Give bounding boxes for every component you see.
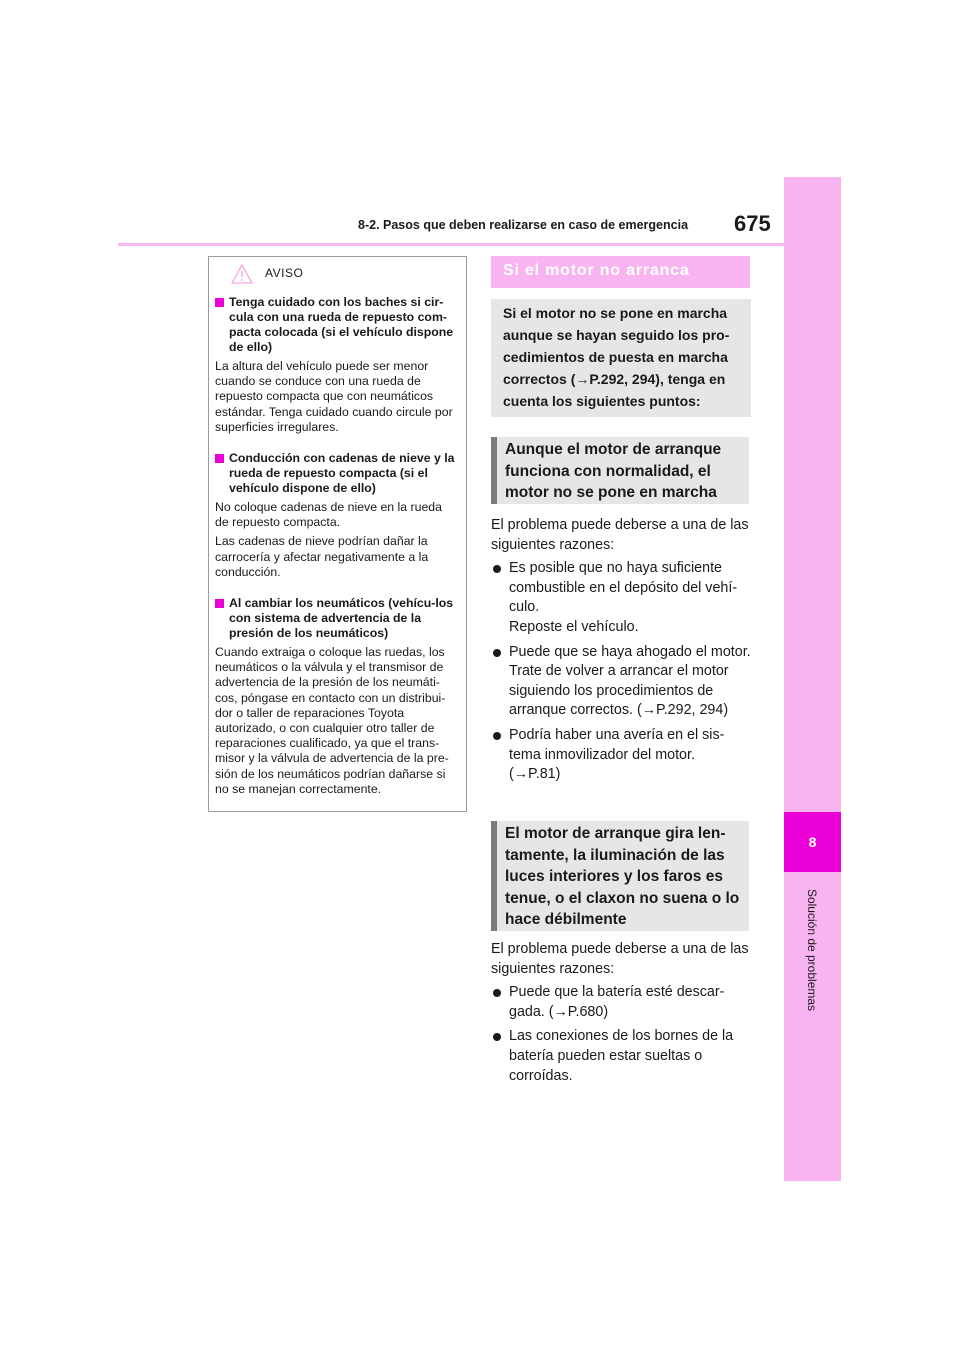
list-item: Podría haber una avería en el sis-tema inmovilizador del motor. (→P.81)	[491, 726, 753, 785]
square-bullet-icon	[215, 599, 224, 608]
intro-box	[491, 299, 751, 417]
section-body	[491, 940, 753, 1091]
chapter-number: 8	[784, 812, 841, 872]
bullet-dot-icon	[493, 1033, 501, 1041]
warning-paragraph: No coloque cadenas de nieve en la rueda de repuesto compacta.	[215, 500, 442, 530]
chapter-side-tab	[784, 177, 841, 1181]
warning-box	[208, 256, 467, 812]
bullet-dot-icon	[493, 732, 501, 740]
section-title: 8-2. Pasos que deben realizarse en caso de emergencia	[358, 218, 689, 232]
warning-item-title: Al cambiar los neumáticos (vehícu-los con sistema de advertencia de la presión de los neumáticos)	[215, 596, 458, 641]
warning-paragraph: La altura del vehículo puede ser menor cuando se conduce con una rueda de repuesto compacta que con neumáticos estándar. Tenga cuidado cuando circule por superficies irregulares.	[215, 359, 453, 434]
square-bullet-icon	[215, 298, 224, 307]
section-lead: El problema puede deberse a una de las siguientes razones:	[491, 941, 749, 977]
section-heading: Aunque el motor de arranque funciona con normalidad, el motor no se pone en marcha	[491, 437, 749, 504]
warning-item-title: Conducción con cadenas de nieve y la rueda de repuesto compacta (si el vehículo dispone de ello)	[215, 451, 458, 496]
square-bullet-icon	[215, 454, 224, 463]
list-item: Puede que la batería esté descar-gada. (→P.680)	[491, 983, 753, 1022]
topic-banner	[491, 256, 750, 288]
warning-triangle-icon	[231, 264, 253, 284]
warning-label: AVISO	[265, 266, 304, 280]
list-item: Las conexiones de los bornes de la batería pueden estar sueltas o corroídas.	[491, 1027, 753, 1086]
list-item: Es posible que no haya suficiente combustible en el depósito del vehí-culo. Reposte el vehículo.	[491, 559, 753, 637]
header-divider	[118, 243, 784, 246]
warning-paragraph: Cuando extraiga o coloque las ruedas, los neumáticos o la válvula y el transmisor de advertencia de la presión de los neumáti-cos, póngase en contacto con un distribui-dor o taller de reparaciones Toyota autorizado, o con cualquier otro taller de reparaciones cualificado, ya que el trans-misor y la válvula de advertencia de la pre-sión de los neumáticos podrían dañarse si no se manejan correctamente.	[215, 645, 449, 796]
topic-banner-title: Si el motor no arranca	[503, 262, 690, 279]
bullet-dot-icon	[493, 565, 501, 573]
intro-text: Si el motor no se pone en marcha aunque se hayan seguido los pro-cedimientos de puesta en marcha correctos (→P.292, 294), tenga en cuenta los siguientes puntos:	[503, 305, 730, 409]
warning-item-title: Tenga cuidado con los baches si cir-cula con una rueda de repuesto com-pacta colocada (si el vehículo dispone de ello)	[215, 295, 458, 355]
section-lead: El problema puede deberse a una de las siguientes razones:	[491, 517, 749, 553]
warning-item	[215, 295, 458, 435]
warning-item	[215, 596, 458, 797]
warning-item	[215, 451, 458, 580]
section-body	[491, 516, 753, 790]
page-number: 675	[734, 211, 771, 236]
chapter-label: Solución de problemas	[805, 888, 819, 1012]
warning-paragraph: Las cadenas de nieve podrían dañar la carrocería y afectar negativamente a la conducción.	[215, 534, 429, 579]
bullet-dot-icon	[493, 649, 501, 657]
bullet-dot-icon	[493, 989, 501, 997]
warning-header	[215, 257, 458, 287]
section-heading: El motor de arranque gira len-tamente, la iluminación de las luces interiores y los faros es tenue, o el claxon no suena o lo hace débilmente	[491, 821, 749, 931]
list-item: Puede que se haya ahogado el motor. Trate de volver a arrancar el motor siguiendo los procedimientos de arranque correctos. (→P.292, 294)	[491, 643, 753, 721]
